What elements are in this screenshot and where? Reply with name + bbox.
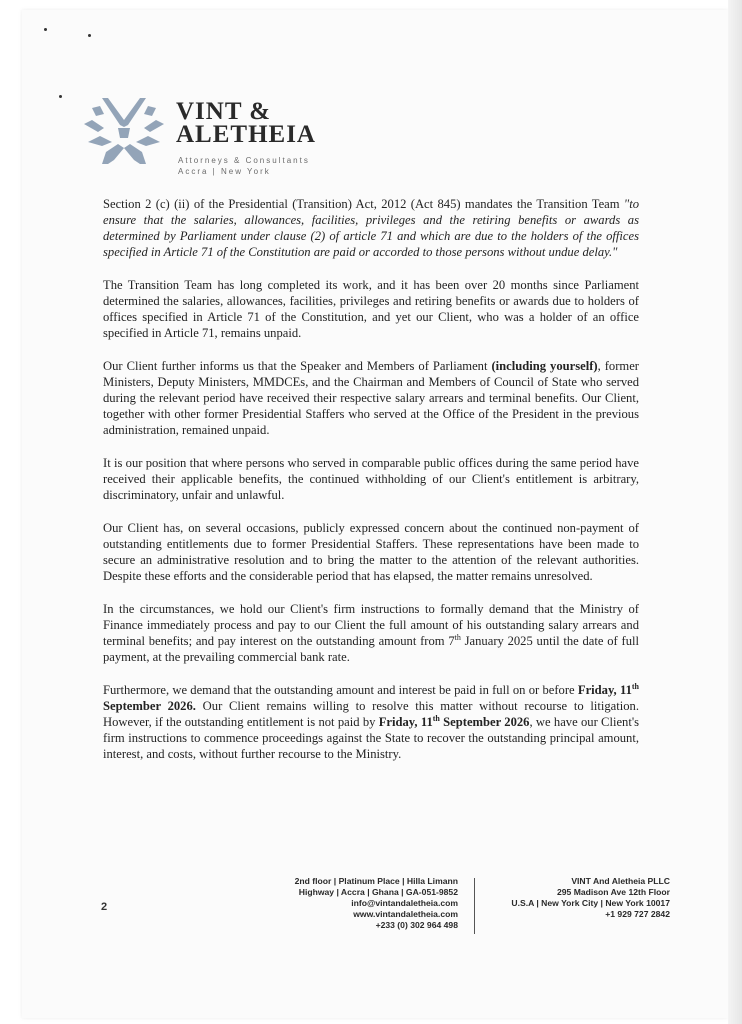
firm-name-line2: ALETHEIA — [176, 121, 316, 148]
footer-phone: +233 (0) 302 964 498 — [375, 920, 458, 930]
footer-line: U.S.A | New York City | New York 10017 — [511, 898, 670, 908]
date-text: September 2026. — [103, 699, 196, 713]
footer-phone: +1 929 727 2842 — [605, 909, 670, 919]
paragraph-text: January 2025 until the date of full payment, at the prevailing commercial bank rate. — [103, 634, 639, 664]
scan-speck — [88, 34, 91, 37]
letter-body — [103, 196, 639, 779]
paragraph-text: , we have our Client's firm instructions to commence proceedings against the State to recover the outstanding principal amount, interest, and costs, without further recourse to the Ministry. — [103, 715, 640, 761]
footer-line: VINT And Aletheia PLLC — [571, 876, 670, 886]
footer-line: 295 Madison Ave 12th Floor — [556, 887, 670, 897]
paragraph-transition-team: The Transition Team has long completed its work, and it has been over 20 months since Parliament determined the salaries, allowances, facilities, privileges and retiring benefits or awards due to holders of offices specified in Article 71 of the Constitution, and yet our Client, who was a holder of an office specified in Article 71, remains unpaid. — [103, 278, 639, 340]
firm-name — [176, 100, 316, 146]
firm-tagline: Attorneys & Consultants — [178, 156, 310, 165]
footer-email: info@vintandaletheia.com — [351, 898, 458, 908]
page-number: 2 — [101, 901, 108, 913]
firm-locations: Accra | New York — [178, 167, 271, 176]
footer-accra-address — [236, 876, 458, 931]
paragraph-text: , former Ministers, Deputy Ministers, MMDCEs, and the Chairman and Members of Council of State who served during the relevant period have received their respective salary arrears and terminal benefits. Our Client, together with other former Presidential Staffers who served at the Office of the President in the previous administration, remained unpaid. — [103, 359, 640, 437]
statute-quote: "to ensure that the salaries, allowances, facilities, privileges and the retiring benefits or awards as determined by Parliament under clause (2) of article 71 and which are due to the holders of the offices specified in Article 71 of the Constitution are paid or accorded to those persons without undue delay." — [103, 197, 639, 259]
deadline-date — [379, 715, 530, 729]
footer-website: www.vintandaletheia.com — [353, 909, 458, 919]
paragraph-text: In the circumstances, we hold our Client's firm instructions to formally demand that the Ministry of Finance immediately process and pay to our Client the full amount of his outstanding salary arrears and terminal benefits; and pay interest on the outstanding amount from 7 — [103, 602, 639, 648]
ordinal-suffix: th — [454, 632, 461, 642]
paragraph-concern: Our Client has, on several occasions, publicly expressed concern about the continued non-payment of outstanding entitlements due to former Presidential Staffers. These representations have been made to secure an administrative resolution and to bring the matter to the attention of the relevant authorities. Despite these efforts and the considerable period that has elapsed, the matter remains unresolved. — [103, 521, 639, 583]
footer-line: 2nd floor | Platinum Place | Hilla Limann — [294, 876, 458, 886]
paragraph-client-informs — [103, 358, 639, 438]
paragraph-text: Our Client remains willing to resolve this matter without recourse to litigation. However, if the outstanding entitlement is not paid by — [103, 699, 639, 729]
paragraph-position: It is our position that where persons who served in comparable public offices during the same period have received their applicable benefits, the continued withholding of our Client's entitlement is arbitrary, discriminatory, unfair and unlawful. — [103, 456, 639, 502]
firm-tagline-block — [178, 155, 310, 177]
ordinal-suffix: th — [631, 681, 639, 691]
date-text: Friday, 11 — [378, 715, 433, 729]
paragraph-text: Furthermore, we demand that the outstanding amount and interest be paid in full on or before — [103, 683, 578, 697]
footer-line: Highway | Accra | Ghana | GA-051-9852 — [298, 887, 458, 897]
date-text: Friday, 11 — [577, 683, 632, 697]
paragraph-demand — [103, 601, 639, 665]
footer-divider — [474, 878, 475, 934]
page-edge-shadow — [728, 0, 742, 1024]
firm-logo-icon — [82, 94, 166, 168]
firm-name-line1: VINT & — [176, 98, 272, 125]
bold-emphasis: (including yourself) — [491, 359, 598, 373]
date-text: September 2026 — [439, 715, 530, 729]
paragraph-deadline — [103, 682, 639, 762]
footer-newyork-address — [486, 876, 670, 920]
paragraph-text: Section 2 (c) (ii) of the Presidential (Transition) Act, 2012 (Act 845) mandates the Transition Team — [103, 197, 624, 211]
ordinal-suffix: th — [432, 713, 440, 723]
paragraph-text: Our Client further informs us that the Speaker and Members of Parliament — [103, 359, 492, 373]
scan-speck — [59, 95, 62, 98]
scan-speck — [44, 28, 47, 31]
paragraph-act-section — [103, 196, 639, 260]
